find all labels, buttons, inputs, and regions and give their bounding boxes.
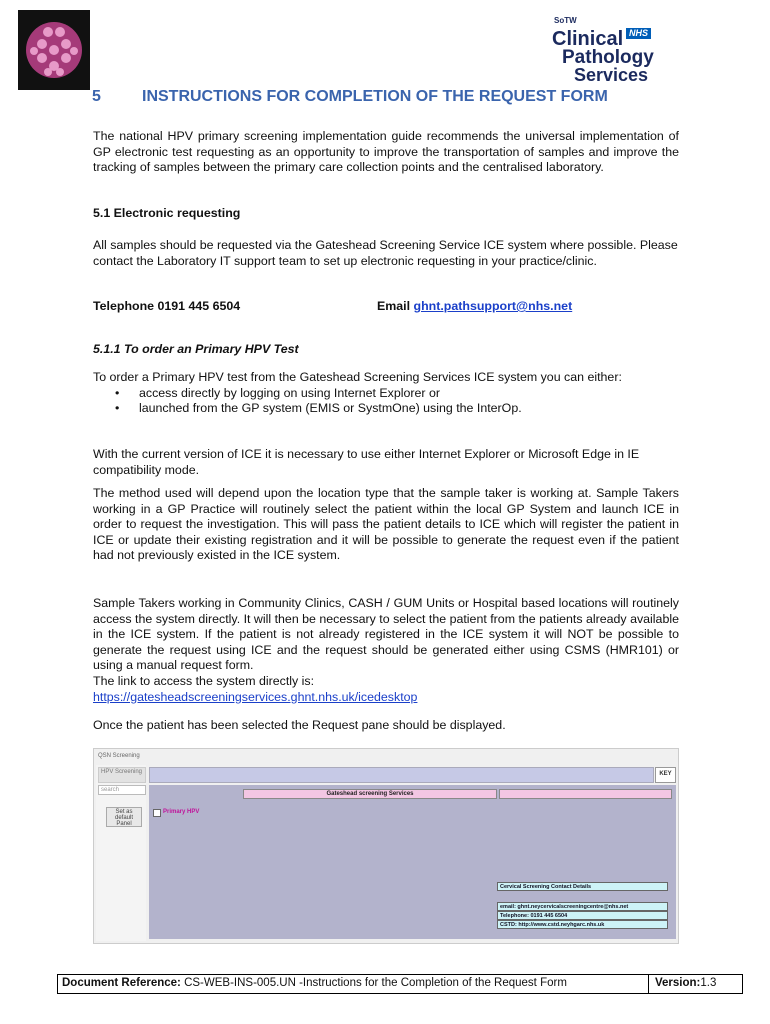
telephone-text: Telephone 0191 445 6504	[93, 299, 241, 313]
screenshot-contact-web: CSTD: http://www.cstd.neyhgarc.nhs.uk	[497, 920, 668, 929]
screenshot-left-panel	[96, 765, 146, 941]
screenshot-search: search	[98, 785, 146, 795]
footer-version-value: 1.3	[700, 977, 717, 989]
logo-line3: Services	[574, 65, 649, 85]
document-footer	[57, 974, 743, 994]
screenshot-contact-email: email: ghnt.neycervicalscreeningcentre@nhs.net	[497, 902, 668, 911]
footer-reference	[62, 977, 567, 989]
screenshot-contact-title: Cervical Screening Contact Details	[497, 882, 668, 891]
email-line	[377, 299, 572, 313]
order-bullets	[93, 386, 679, 417]
logo-nhs: NHS	[626, 28, 651, 39]
hpv-virus-image	[18, 10, 90, 90]
screenshot-panel-header: Gateshead screening Services	[243, 789, 497, 799]
community-paragraph	[93, 596, 679, 705]
footer-ref-label: Document Reference:	[62, 977, 181, 989]
logo-sotw: SoTW	[554, 16, 577, 25]
method-paragraph: The method used will depend upon the location type that the sample taker is working at. Sample Takers working in a GP Practice will routinely select the patient within the local GP System and launch ICE in order to request the investigation. This will pass the patient details to ICE which will register the patient in ICE or update their existing registration and it will be possible to generate the request even if the patient had not previously existed in the ICE system.	[93, 486, 679, 563]
footer-version	[648, 975, 742, 993]
footer-version-label: Version:	[655, 977, 701, 989]
section-heading	[92, 88, 608, 106]
screenshot-checkbox-label: Primary HPV	[163, 809, 200, 815]
screenshot-checkbox	[153, 809, 161, 817]
link-label: The link to access the system directly is:	[93, 673, 315, 688]
logo-line1: Clinical	[552, 28, 624, 50]
screenshot-top-bar	[149, 767, 654, 783]
section-title: INSTRUCTIONS FOR COMPLETION OF THE REQUEST FORM	[142, 88, 608, 105]
screenshot-key-button: KEY	[655, 767, 676, 783]
screenshot-panel-header-right	[499, 789, 672, 799]
electronic-body: All samples should be requested via the Gateshead Screening Service ICE system where possible. Please contact the Laboratory IT support team to set up electronic requesting in your practice/clinic.	[93, 238, 678, 268]
electronic-heading: 5.1 Electronic requesting	[93, 206, 241, 220]
screenshot-nav-item: HPV Screening	[98, 767, 146, 783]
order-intro	[93, 370, 679, 417]
ice-desktop-link[interactable]: https://gatesheadscreeningservices.ghnt.nhs.uk/icedesktop	[93, 689, 418, 704]
order-intro-text: To order a Primary HPV test from the Gateshead Screening Services ICE system you can either:	[93, 370, 622, 384]
bullet-item: • access directly by logging on using Internet Explorer or	[93, 386, 679, 402]
footer-ref-value: CS-WEB-INS-005.UN -Instructions for the Completion of the Request Form	[180, 977, 567, 989]
bullet-item: • launched from the GP system (EMIS or SystmOne) using the InterOp.	[93, 401, 679, 417]
email-label: Email	[377, 299, 411, 313]
community-text: Sample Takers working in Community Clinics, CASH / GUM Units or Hospital based locations will routinely access the system directly. It will then be necessary to select the patient from the patients already available in the ICE system. If the patient is not already registered in the ICE system it will NOT be possible to generate the request using ICE and the request should be generated either using CSMS (HMR101) or using a manual request form.	[93, 596, 679, 673]
order-heading: 5.1.1 To order an Primary HPV Test	[93, 342, 299, 356]
email-link[interactable]: ghnt.pathsupport@nhs.net	[413, 299, 573, 313]
screenshot-set-default-button: Set as default Panel	[106, 807, 142, 827]
screenshot-request-panel	[149, 785, 676, 939]
clinical-pathology-logo	[548, 14, 670, 86]
screenshot-title: QSN Screening	[98, 753, 140, 759]
once-paragraph: Once the patient has been selected the Request pane should be displayed.	[93, 718, 506, 732]
logo-line2: Pathology	[562, 47, 654, 68]
version-note: With the current version of ICE it is necessary to use either Internet Explorer or Microsoft Edge in IE compatibility mode.	[93, 447, 640, 477]
screenshot-contact-tel: Telephone: 0191 445 6504	[497, 911, 668, 920]
section-number: 5	[92, 88, 101, 105]
intro-paragraph: The national HPV primary screening implementation guide recommends the universal implementation of GP electronic test requesting as an opportunity to improve the transportation of samples and improve the tracking of samples between the primary care collection points and the centralised laboratory.	[93, 129, 679, 175]
ice-request-screenshot	[93, 748, 679, 944]
